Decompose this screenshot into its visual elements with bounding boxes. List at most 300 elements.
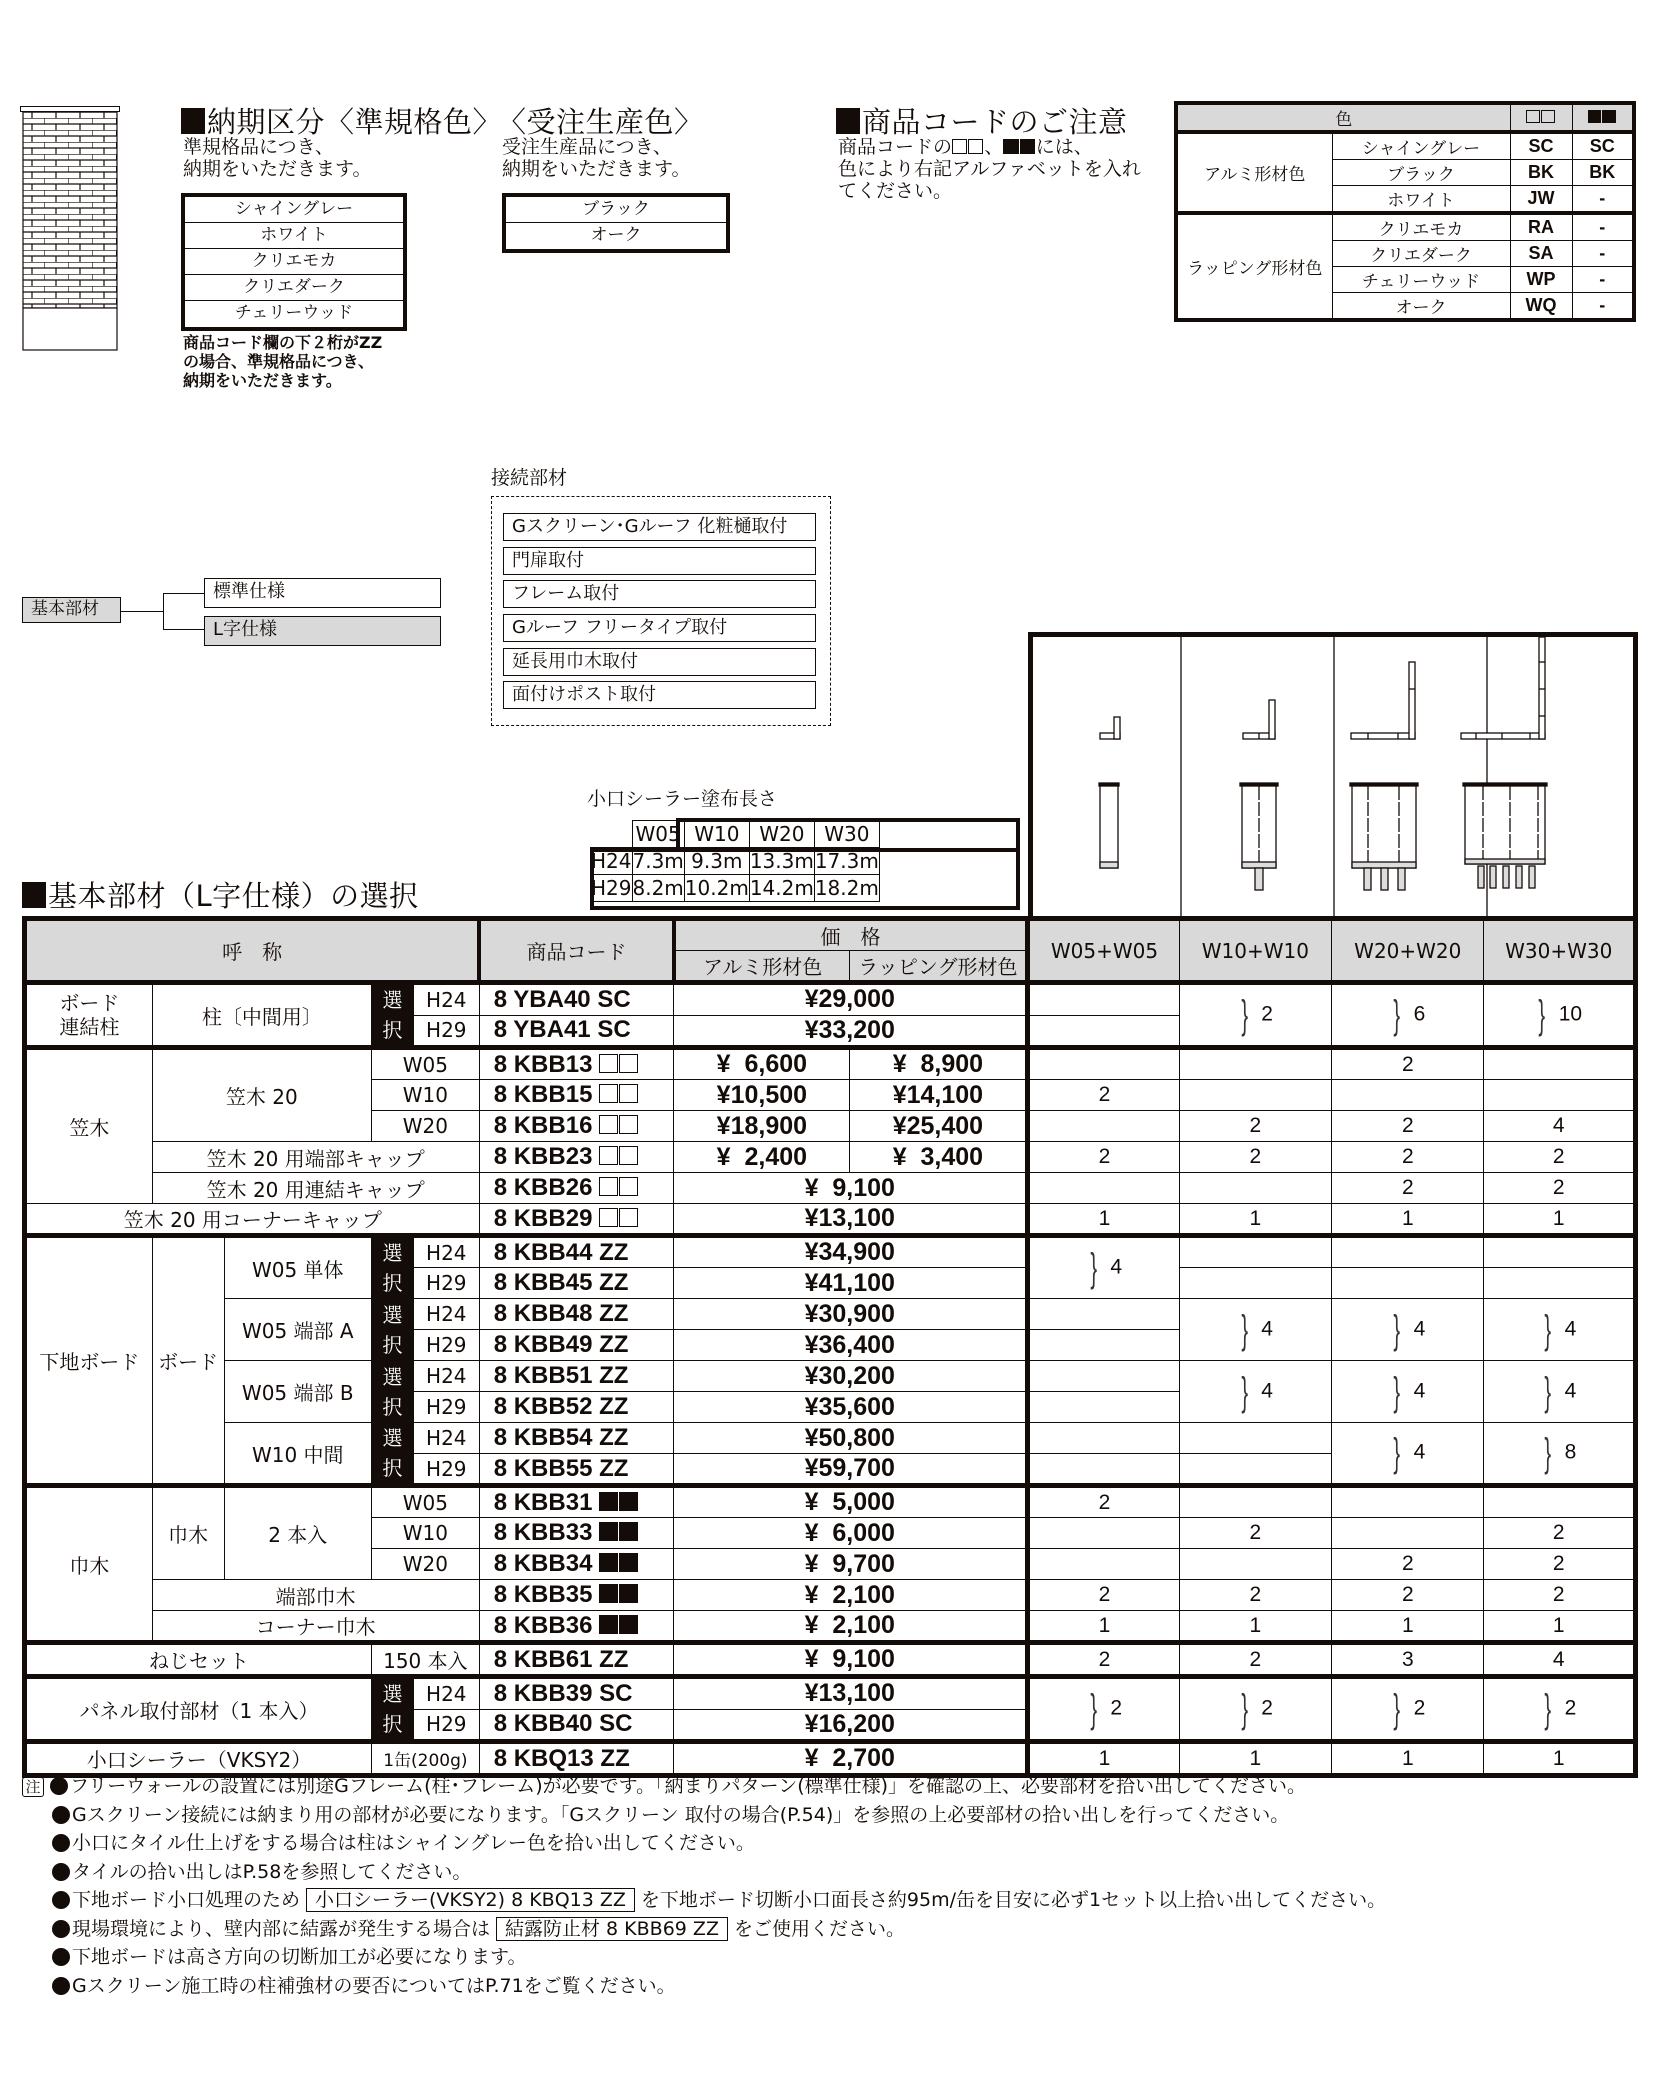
product-code [479,1111,674,1142]
brace-icon: } [1241,1307,1248,1352]
qty-value: 10 [1558,1002,1583,1026]
color-code-header [1176,103,1634,132]
w20-elevation-icon [1350,783,1418,890]
width-label: W10 [372,1080,480,1111]
qty-value: 1 [1179,1611,1331,1643]
select-char: 選 [382,1682,403,1706]
group-board: ボード [152,1236,224,1486]
select-char: 選 [382,988,403,1012]
product-code [479,1580,674,1611]
main-parts-table [22,916,1638,1778]
price: ¥35,600 [674,1392,1028,1423]
item-name: 端部巾木 [152,1580,479,1611]
group-line: 連結柱 [59,1015,120,1039]
product-code: 8 KBB39 SC [479,1677,674,1710]
product-code [479,1611,674,1643]
qty-empty [1028,1361,1179,1392]
product-code [479,1048,674,1080]
color-name: ブラック [1332,160,1510,186]
qty-value: 4 [1261,1317,1273,1341]
select-char: 選 [382,1426,403,1450]
item-name: W05 端部 B [224,1361,372,1423]
connection-item[interactable]: 延長用巾木取付 [503,648,816,676]
header-combo: W05+W05 [1028,919,1179,983]
note-text: Gスクリーン接続には納まり用の部材が必要になります。「Gスクリーン 取付の場合(P.54)」を参照の上必要部材の拾い出しを行ってください。 [72,1803,1290,1826]
code-text: 8 KBB35 [493,1581,593,1608]
bullet-icon [52,1977,70,1995]
item-name: ねじセット [25,1643,372,1677]
qty-value [1484,1486,1636,1518]
header-filled-squares [1572,103,1634,132]
qty-cell [1484,1677,1636,1742]
qty-value [1028,1173,1179,1204]
open-square-icon [619,1054,638,1073]
product-code: 8 KBB48 ZZ [479,1299,674,1330]
qty-value: 4 [1413,1317,1426,1341]
l-shape-diagrams [1033,637,1633,922]
item-name: 笠木 20 用連結キャップ [152,1173,479,1204]
product-code: 8 KBB54 ZZ [479,1423,674,1454]
notes [22,1772,1386,2000]
open-square-icon [619,1177,638,1196]
qty-value: 2 [1028,1643,1179,1677]
sealer-corner [591,821,633,848]
footnote-line: 納期をいただきます。 [183,371,342,390]
qty-value: 4 [1484,1111,1636,1142]
item-name: 笠木 20 [152,1048,371,1142]
table-row [25,1236,1636,1268]
select-char: 択 [382,1018,403,1042]
width-label: W05 [372,1048,480,1080]
qty-empty [1179,1268,1331,1299]
qty-value: 2 [1484,1173,1636,1204]
price: ¥13,100 [674,1677,1028,1710]
price: ¥ 2,100 [674,1611,1028,1643]
qty-empty [1028,1299,1179,1330]
delivery-footnote [183,333,382,390]
desc-line: 準規格品につき、 [183,136,334,158]
filled-square-icon [599,1553,618,1572]
sealer-val: 7.3m [632,849,684,873]
header-combo: W10+W10 [1179,919,1331,983]
qty-empty [1028,1423,1179,1454]
qty-value: 2 [1028,1080,1179,1111]
product-code: 8 KBB40 SC [479,1709,674,1742]
width-label: W20 [372,1549,480,1580]
table-row [25,1204,1636,1236]
sealer-header-row [591,821,880,848]
header-open-squares [1510,103,1572,132]
brick-wall-icon [20,106,120,356]
select-badge [372,1361,414,1423]
qty-value: 2 [1028,1580,1179,1611]
color-name: シャイングレー [1332,132,1510,160]
filled-square-icon [619,1492,638,1511]
table-row [25,983,1636,1016]
code-open: JW [1510,186,1572,214]
note-item [22,1972,1386,2001]
item-name: W10 中間 [224,1423,372,1486]
note-mark-icon: 注 [22,1777,44,1797]
connection-item[interactable]: 面付けポスト取付 [503,681,816,709]
w10-plan-icon [1243,700,1275,739]
brace-icon: } [1544,1307,1552,1352]
table-row [25,1486,1636,1518]
connection-item[interactable]: Gスクリーン･Gルーフ 化粧樋取付 [503,513,816,541]
qty-empty [1179,1236,1331,1268]
product-code [479,1142,674,1173]
qty-value: 4 [1110,1255,1122,1279]
note-item [22,1858,1386,1887]
qty-value [1179,1486,1331,1518]
table-row [25,1361,1636,1392]
w10-elevation-icon [1240,783,1278,890]
code-text: 8 KBB23 [493,1143,593,1170]
item-name: 笠木 20 用コーナーキャップ [25,1204,480,1236]
qty-cell [1179,983,1331,1048]
color-item: クリエモカ [185,249,403,275]
code-text: 8 KBB13 [493,1050,593,1078]
select-badge [372,1299,414,1361]
price-wrap: ¥14,100 [850,1080,1028,1111]
qty-value: 2 [1332,1549,1484,1580]
header-row [25,919,1636,951]
qty-value: 2 [1484,1518,1636,1549]
note-text: 下地ボードは高さ方向の切断加工が必要になります。 [72,1946,527,1968]
code-filled: - [1572,267,1634,293]
square-bullet-icon [181,108,205,134]
qty-value [1484,1080,1636,1111]
open-square-icon [599,1177,618,1196]
filled-square-icon [599,1584,618,1603]
qty-value: 3 [1332,1643,1484,1677]
code-text: 8 KBB31 [493,1488,593,1516]
qty-cell [1332,1423,1484,1486]
code-text: 8 KBB36 [493,1611,593,1639]
table-row [25,1423,1636,1454]
price: ¥36,400 [674,1330,1028,1361]
price-alumi: ¥18,900 [674,1111,850,1142]
qty-value: 2 [1179,1142,1331,1173]
qty-value: 2 [1332,1111,1484,1142]
note-item [22,1915,1386,1944]
qty-value: 1 [1332,1611,1484,1643]
flow-connector [121,611,163,612]
product-code: 8 YBA41 SC [479,1015,674,1048]
item-name: W05 単体 [224,1236,372,1299]
qty-value [1028,1549,1179,1580]
bullet-icon [52,1920,70,1938]
brace-icon: } [1241,993,1248,1037]
footnote-line: の場合、準規格品につき、 [183,352,375,371]
qty-value: 6 [1413,1002,1426,1026]
sealer-col: W20 [749,821,814,848]
color-name: オーク [1332,293,1510,321]
price: ¥ 2,100 [674,1580,1028,1611]
qty-value [1179,1549,1331,1580]
qty-cell [1332,1677,1484,1742]
color-name: チェリーウッド [1332,267,1510,293]
desc-line: 受注生産品につき、 [502,136,672,158]
qty-value: 1 [1028,1742,1179,1776]
flow-option-l-shape[interactable]: L字仕様 [204,616,441,646]
item-name: 笠木 20 用端部キャップ [152,1142,479,1173]
desc-line: てください。 [838,180,953,202]
note-text: 現場環境により、壁内部に結露が発生する場合は [72,1917,491,1940]
sealer-val: 17.3m [814,849,879,873]
w05-elevation-icon [1099,783,1119,868]
filled-square-icon [619,1615,638,1634]
color-item: ホワイト [185,223,403,249]
brace-icon: } [1090,1246,1097,1290]
product-code: 8 YBA40 SC [479,983,674,1016]
sealer-row [591,848,880,875]
connection-item[interactable]: 門扉取付 [503,547,816,575]
code-text: 8 KBB33 [493,1519,593,1546]
delivery-standard-title-text: 納期区分〈準規格色〉 [207,105,503,139]
select-char: 選 [382,1241,403,1265]
product-code [479,1549,674,1580]
qty-value: 2 [1332,1142,1484,1173]
brace-icon: } [1544,1431,1552,1475]
bullet-icon [52,1891,70,1909]
qty-value: 1 [1028,1204,1179,1236]
open-square-icon [599,1115,618,1134]
group-habaki: 巾木 [25,1486,153,1643]
desc-text: 商品コードの [838,136,953,158]
qty-value [1028,1048,1179,1080]
price: ¥ 5,000 [674,1486,1028,1518]
w30-plan-icon [1461,637,1545,739]
open-square-icon [599,1146,618,1165]
price: ¥ 9,100 [674,1643,1028,1677]
note-item [22,1943,1386,1972]
code-open: WP [1510,267,1572,293]
qty-value [1179,1173,1331,1204]
note-text: Gスクリーン施工時の柱補強材の要否についてはP.71をご覧ください。 [72,1974,676,1997]
section-title-text: 基本部材（L字仕様）の選択 [48,879,419,913]
select-char: 選 [382,1302,403,1327]
price: ¥ 9,700 [674,1549,1028,1580]
qty-value: 4 [1413,1440,1426,1464]
qty-value: 2 [1413,1696,1426,1720]
qty-cell [1179,1361,1331,1423]
sub-habaki: 巾木 [152,1486,224,1580]
code-filled: - [1572,213,1634,241]
qty-value: 1 [1179,1204,1331,1236]
price: ¥16,200 [674,1709,1028,1742]
connection-item[interactable]: Gルーフ フリータイプ取付 [503,614,816,642]
code-filled: - [1572,293,1634,321]
qty-value: 2 [1179,1518,1331,1549]
flow-option-standard[interactable]: 標準仕様 [204,578,441,608]
code-notice-title-text: 商品コードのご注意 [862,105,1128,139]
price-alumi: ¥ 2,400 [674,1142,850,1173]
width-label: W20 [372,1111,480,1142]
select-badge [372,983,414,1048]
price-wrap: ¥ 3,400 [850,1142,1028,1173]
sealer-val: 14.2m [749,876,814,900]
desc-line: 色により右記アルファベットを入れ [838,158,1141,180]
item-name: パネル取付部材（1 本入） [25,1677,372,1742]
code-text: 8 KBB15 [493,1081,593,1108]
brace-icon: } [1393,1307,1401,1352]
height-label: H29 [413,1268,479,1299]
qty-cell [1028,1677,1179,1742]
product-code [479,1080,674,1111]
height-label: H24 [413,1423,479,1454]
sealer-val: 10.2m [684,876,749,900]
product-code: 8 KBB61 ZZ [479,1643,674,1677]
section-title [22,874,419,915]
select-char: 択 [382,1394,403,1419]
qty-value [1028,1518,1179,1549]
product-code: 8 KBB52 ZZ [479,1392,674,1423]
height-label: H24 [413,1361,479,1392]
brace-icon: } [1544,1687,1552,1731]
open-square-icon [968,139,983,154]
product-code: 8 KBB44 ZZ [479,1236,674,1268]
qty-value: 2 [1484,1549,1636,1580]
qty-value: 4 [1261,1379,1273,1403]
open-square-icon [619,1146,638,1165]
group-base-board: 下地ボード [25,1236,153,1486]
qty-value: 1 [1028,1611,1179,1643]
height-label: H29 [413,1330,479,1361]
select-char: 択 [382,1712,403,1736]
qty-value: 1 [1332,1204,1484,1236]
select-char: 択 [382,1332,403,1357]
w30-elevation-icon [1463,783,1547,888]
qty-value [1332,1486,1484,1518]
filled-square-icon [1602,110,1616,124]
price: ¥41,100 [674,1268,1028,1299]
delivery-order-desc [502,136,690,180]
brace-icon: } [1241,1687,1248,1731]
header-price: 価 格 [674,919,1028,951]
select-char: 択 [382,1456,403,1480]
w20-plan-icon [1351,662,1415,739]
connection-item[interactable]: フレーム取付 [503,580,816,608]
sealer-grid [590,820,880,902]
note-boxed-code: 結露防止材 8 KBB69 ZZ [496,1917,728,1941]
qty-value: 2 [1179,1580,1331,1611]
brace-icon: } [1538,993,1546,1037]
item-name: W05 端部 A [224,1299,372,1361]
sealer-height: H29 [591,876,632,900]
bullet-icon [52,1863,70,1881]
qty-value: 2 [1261,1002,1273,1026]
note-item [22,1829,1386,1858]
color-name: クリエダーク [1332,241,1510,267]
delivery-standard-title [181,100,502,141]
note-text: タイルの拾い出しはP.58を参照してください。 [72,1860,472,1883]
color-item: オーク [590,225,642,245]
brace-icon: } [1393,1687,1401,1731]
qty-cell [1484,1299,1636,1361]
qty-value: 1 [1484,1742,1636,1776]
qty-cell [1332,1361,1484,1423]
color-code-table [1174,101,1636,322]
item-spec: 1缶(200g) [372,1742,480,1776]
standard-color-list [181,193,407,331]
qty-cell [1179,1677,1331,1742]
product-code [479,1486,674,1518]
filled-square-icon [599,1615,618,1634]
product-code [479,1204,674,1236]
code-filled: BK [1572,160,1634,186]
qty-value: 2 [1484,1142,1636,1173]
item-name: 柱〔中間用〕 [152,983,371,1048]
desc-line: 納期をいただきます。 [183,158,372,180]
price: ¥13,100 [674,1204,1028,1236]
header-alumi: アルミ形材色 [674,951,850,983]
group-kasagi: 笠木 [25,1048,153,1204]
qty-value: 2 [1332,1048,1484,1080]
product-code: 8 KBB51 ZZ [479,1361,674,1392]
square-bullet-icon [22,882,46,908]
qty-value [1332,1518,1484,1549]
qty-empty [1484,1268,1636,1299]
header-code: 商品コード [479,919,674,983]
code-text: 8 KBB26 [493,1174,593,1201]
qty-value [1028,1111,1179,1142]
select-badge [372,1677,414,1742]
price: ¥59,700 [674,1454,1028,1486]
delivery-standard-desc [183,136,371,180]
brace-icon: } [1393,993,1401,1037]
qty-empty [1179,1454,1331,1486]
qty-value: 2 [1484,1580,1636,1611]
filled-square-icon [619,1522,638,1541]
product-code [479,1173,674,1204]
price: ¥50,800 [674,1423,1028,1454]
header-name: 呼 称 [25,919,480,983]
bullet-icon [50,1777,68,1795]
color-item: チェリーウッド [234,303,354,323]
bullet-icon [52,1948,70,1966]
connection-title: 接続部材 [491,467,568,489]
brace-icon: } [1090,1687,1097,1731]
open-square-icon [599,1208,618,1227]
note-boxed-code: 小口シーラー(VKSY2) 8 KBQ13 ZZ [306,1888,635,1912]
sealer-row [591,875,880,902]
group-name: ラッピング形材色 [1176,213,1332,320]
table-row [25,1643,1636,1677]
price-wrap: ¥ 8,900 [850,1048,1028,1080]
qty-empty [1028,1015,1179,1048]
height-label: H29 [413,1392,479,1423]
qty-value: 2 [1332,1173,1484,1204]
note-text: をご使用ください。 [733,1917,905,1940]
product-code: 8 KBQ13 ZZ [479,1742,674,1776]
filled-square-icon [599,1522,618,1541]
note-item [22,1886,1386,1915]
price-wrap: ¥25,400 [850,1111,1028,1142]
qty-empty [1028,1454,1179,1486]
color-code-row [1176,213,1634,241]
qty-value [1179,1080,1331,1111]
height-label: H29 [413,1709,479,1742]
price-alumi: ¥10,500 [674,1080,850,1111]
select-badge [372,1236,414,1299]
brace-icon: } [1241,1369,1248,1414]
filled-square-icon [1020,139,1035,154]
qty-value [1179,1048,1331,1080]
qty-cell [1484,983,1636,1048]
desc-text: には、 [1035,136,1093,158]
header-combo: W30+W30 [1484,919,1636,983]
